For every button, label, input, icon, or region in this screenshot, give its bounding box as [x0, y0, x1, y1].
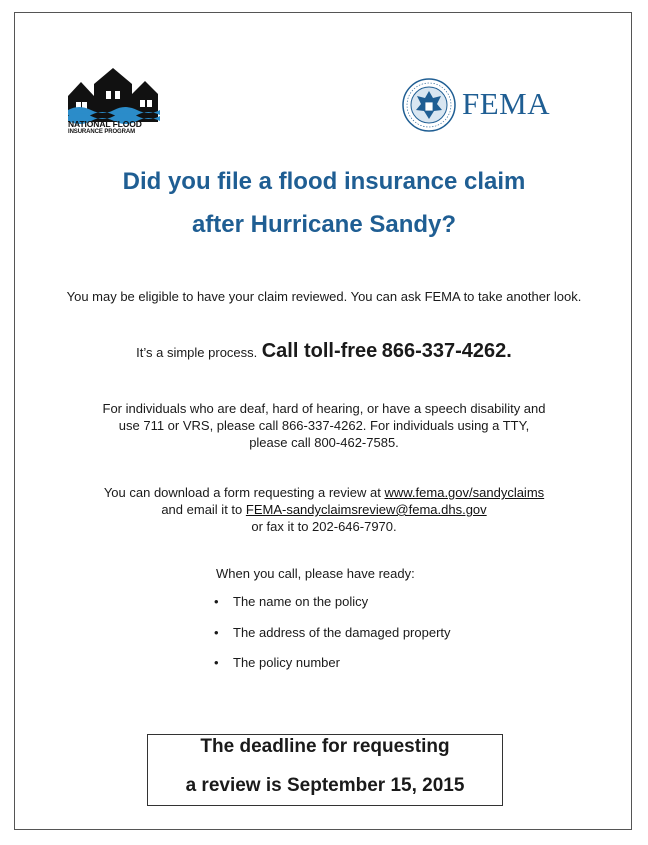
download-link[interactable]: www.fema.gov/sandyclaims [384, 485, 545, 500]
simple-process-text: It’s a simple process. [136, 345, 258, 360]
deadline-line1: The deadline for requesting [200, 736, 450, 757]
phone-number[interactable]: 866-337-4262. [381, 340, 512, 362]
accessibility-text [60, 400, 588, 451]
bullet-icon: • [214, 624, 219, 640]
accessibility-line3: please call 800-462-7585. [249, 435, 399, 450]
fema-wordmark: FEMA [462, 86, 551, 121]
headline-line1: Did you file a flood insurance claim [122, 168, 526, 195]
email-link[interactable]: FEMA-sandyclaimsreview@fema.dhs.gov [245, 502, 487, 517]
list-item: • The name on the policy [214, 594, 369, 609]
deadline-box [147, 734, 503, 806]
list-item: • The address of the damaged property [214, 624, 451, 640]
nfip-line2: INSURANCE PROGRAM [68, 129, 135, 135]
call-line [0, 340, 648, 363]
nfip-line1: NATIONAL FLOOD [68, 119, 142, 129]
dhs-seal-icon [402, 78, 456, 132]
fax-line: or fax it to 202-646-7970. [251, 519, 397, 534]
bullet-icon: • [214, 655, 219, 670]
ready-intro: When you call, please have ready: [216, 566, 415, 581]
ready-list [214, 594, 451, 686]
deadline-line2: a review is September 15, 2015 [185, 775, 465, 796]
call-toll-free-text: Call toll-free [261, 340, 378, 362]
headline-line2: after Hurricane Sandy? [191, 211, 457, 238]
accessibility-line2: use 711 or VRS, please call 866-337-4262. For individuals using a TTY, [118, 418, 530, 433]
download-instructions [60, 484, 588, 535]
download-prefix: You can download a form requesting a review at [103, 485, 381, 500]
bullet-icon: • [214, 594, 219, 609]
email-prefix: and email it to [161, 502, 243, 517]
eligibility-text: You may be eligible to have your claim reviewed. You can ask FEMA to take another look. [66, 289, 582, 304]
list-item: • The policy number [214, 655, 340, 670]
nfip-wordmark [68, 120, 168, 136]
accessibility-line1: For individuals who are deaf, hard of hearing, or have a speech disability and [102, 401, 546, 416]
